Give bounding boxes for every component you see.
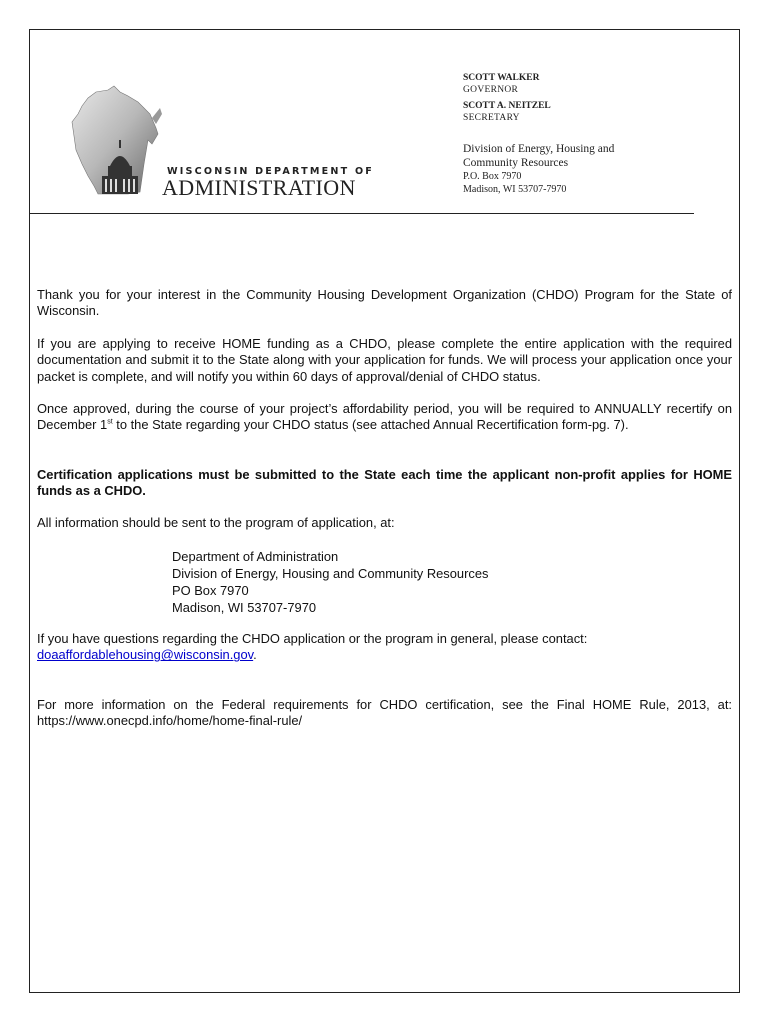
division-address-block bbox=[463, 142, 614, 196]
address-line: Madison, WI 53707-7970 bbox=[172, 600, 317, 615]
federal-requirements-text: For more information on the Federal requirements for CHDO certification, see the Final HOME Rule, 2013, at: https://www.onecpd.info/home/home-final-rule/ bbox=[37, 697, 732, 729]
address-line: Department of Administration bbox=[172, 549, 339, 564]
recertification-paragraph bbox=[37, 401, 732, 434]
wisconsin-state-map-icon bbox=[68, 78, 168, 204]
secretary-name: SCOTT A. NEITZEL bbox=[463, 101, 551, 111]
application-paragraph bbox=[37, 336, 732, 385]
date-superscript: st bbox=[107, 419, 113, 427]
header-divider bbox=[30, 213, 694, 214]
logo-department-text: WISCONSIN DEPARTMENT OF bbox=[167, 166, 375, 177]
recertification-text-a: Once approved, during the course of your project’s affordability period, you will be required to ANNUALLY recertify on December 1 bbox=[37, 401, 732, 433]
intro-paragraph bbox=[37, 287, 732, 320]
mailing-address bbox=[172, 548, 488, 616]
division-city: Madison, WI 53707-7970 bbox=[463, 184, 567, 195]
secretary-title: SECRETARY bbox=[463, 113, 520, 123]
recertification-text bbox=[37, 401, 732, 434]
application-text: If you are applying to receive HOME funding as a CHDO, please complete the entire application with the required documentation and submit it to the State along with your application for funds. We will process your application once your packet is complete, and will notify you within 60 days of approval/denial of CHDO status. bbox=[37, 336, 732, 384]
governor-name: SCOTT WALKER bbox=[463, 73, 540, 83]
federal-requirements-paragraph bbox=[37, 697, 732, 730]
address-line: Division of Energy, Housing and Community Resources bbox=[172, 566, 489, 581]
address-line: PO Box 7970 bbox=[172, 583, 249, 598]
division-name-line1: Division of Energy, Housing and bbox=[463, 143, 615, 155]
recertification-text-b: to the State regarding your CHDO status (see attached Annual Recertification form-pg. 7). bbox=[112, 417, 629, 433]
logo-administration-text: ADMINISTRATION bbox=[162, 175, 356, 200]
contact-paragraph bbox=[37, 631, 732, 664]
contact-period: . bbox=[253, 647, 257, 663]
governor-title: GOVERNOR bbox=[463, 85, 519, 95]
officials-block bbox=[463, 72, 551, 125]
contact-email-link[interactable]: doaaffordablehousing@wisconsin.gov bbox=[37, 647, 254, 663]
certification-notice-text: Certification applications must be submitted to the State each time the applicant non-profit applies for HOME funds as a CHDO. bbox=[37, 467, 732, 499]
division-name-line2: Community Resources bbox=[463, 157, 569, 169]
send-info-paragraph bbox=[37, 515, 732, 531]
wisconsin-doa-logo bbox=[68, 78, 375, 204]
contact-question-text: If you have questions regarding the CHDO application or the program in general, please contact: bbox=[37, 631, 588, 646]
send-info-text: All information should be sent to the program of application, at: bbox=[37, 515, 395, 530]
division-po-box: P.O. Box 7970 bbox=[463, 171, 522, 182]
certification-notice-paragraph bbox=[37, 467, 732, 500]
intro-text: Thank you for your interest in the Community Housing Development Organization (CHDO) Program for the State of Wisconsin. bbox=[37, 287, 732, 319]
contact-text bbox=[37, 631, 732, 664]
